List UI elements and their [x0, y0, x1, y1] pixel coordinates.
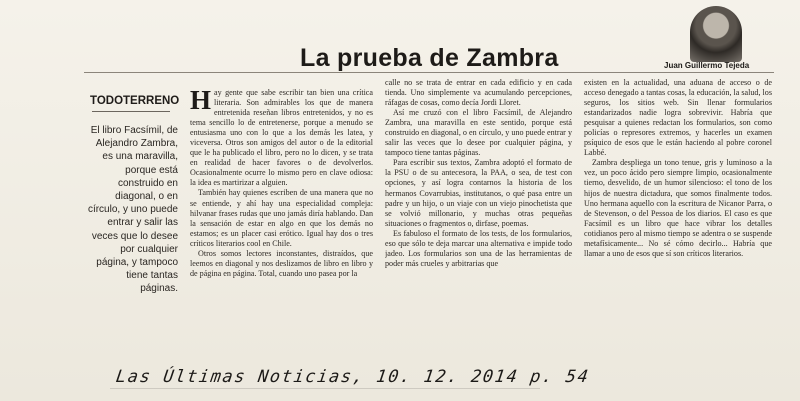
column-1-paragraph-2: También hay quienes escriben de una manera que no se entiende, y ahí hay una especialidad compleja: hilvanar frases rudas que uno jamás diría hablando. Dan la sensación de estar en algo en que los demás no estamos; es un placer casi erótico. Igual hay dos o tres críticos literarios cool en Chile. [190, 188, 373, 248]
drop-cap: H [190, 88, 212, 115]
author-photo [690, 6, 742, 62]
handwritten-source-note: Las Últimas Noticias, 10. 12. 2014 p. 54 [114, 367, 591, 387]
section-divider [92, 111, 170, 112]
article-column-1 [190, 88, 373, 358]
article-column-2 [385, 78, 572, 360]
lead-quote: El libro Facsímil, de Alejandro Zambra, es una maravilla, porque está construido en diagonal, o en círculo, y uno puede entrar y salir las veces que lo desee por cualquier página, y tampoco tiene tantas páginas. [87, 125, 178, 295]
column-1-paragraph-1 [190, 88, 373, 188]
column-2-paragraph-1: calle no se trata de entrar en cada edificio y en cada tienda. Uno simplemente va acumulando percepciones, ráfagas de cosas, como decía Jordi Lloret. [385, 78, 572, 108]
header-divider [84, 72, 774, 73]
column-3-paragraph-1: existen en la actualidad, una aduana de acceso o de acceso denegado a tantas cosas, la educación, la salud, los seguros, los sitios web. Sin llenar formularios estandarizados nadie logra sobrevivir. Habría que pesquisar a quienes redactan los formularios, son como policías o represores extremos, y hacerles un examen psíquico de esos que le están haciendo al pobre coronel Labbé. [584, 78, 772, 158]
article-column-3 [584, 78, 772, 360]
column-2-paragraph-2: Así me cruzó con el libro Facsímil, de Alejandro Zambra, una maravilla en este sentido, porque está construido en diagonal, o en círculo, y uno puede entrar y salir las veces que lo desee por cualquier página, y tampoco tiene tantas páginas. [385, 108, 572, 158]
column-2-paragraph-3: Para escribir sus textos, Zambra adoptó el formato de la PSU o de su antecesora, la PAA, o sea, de test con opciones, y así logra contarnos la historia de los hermanos Covarrubias, institutanos, o qué pasa entre un padre y un hijo, o un viaje con un viejo pinochetista que se volvió millonario, y muchas otras pequeñas situaciones o fragmentos o, dirfase, poemas. [385, 158, 572, 228]
handwritten-underline [110, 388, 540, 389]
article-title: La prueba de Zambra [300, 44, 559, 72]
section-label: TODOTERRENO [90, 95, 180, 107]
column-3-paragraph-2: Zambra despliega un tono tenue, gris y luminoso a la vez, un poco ácido pero siempre limpio, ocasionalmente tierno, desvelido, de un humor silencioso: el tono de los hijos de nuestra dictadura, que somos finalmente todos. Uno hermana aquello con la escritura de Nicanor Parra, o de Stevenson, o del Pessoa de los diarios. El caso es que Facsímil es un libro que hace vibrar los detalles cotidianos pero al mismo tiempo se adentra o se suspende metafísicamente... No sé cómo decirlo... Habría que llamar a uno de esos que sí son críticos literarios. [584, 158, 772, 258]
column-2-paragraph-4: Es fabuloso el formato de los tests, de los formularios, eso que sólo te deja marcar una alternativa e impide todo jadeo. Los formularios son una de las herramientas de poder más crueles y arbitrarias que [385, 228, 572, 268]
column-1-paragraph-1-text: ay gente que sabe escribir tan bien una crítica literaria. Son admirables los que de manera entretenida reseñan libros entretenidos, y no es tema sencillo lo de entretenerse, porque a menudo se entusiasma uno con lo que a los demás les latea, y viceversa. Otros son amigos del autor o de la editorial que le ha publicado el libro, pero no lo dicen, y se trata en realidad de hacer favores o de devolverlos. Ocasionalmente ocurre lo mismo pero en clave odiosa: la idea es martirizar a alguien. [190, 88, 373, 188]
author-name: Juan Guillermo Tejeda [664, 61, 750, 70]
column-1-paragraph-3: Otros somos lectores inconstantes, distraídos, que leemos en diagonal y nos deslizamos de libro en libro y de página en página. Total, cuando uno pasea por la [190, 248, 373, 278]
